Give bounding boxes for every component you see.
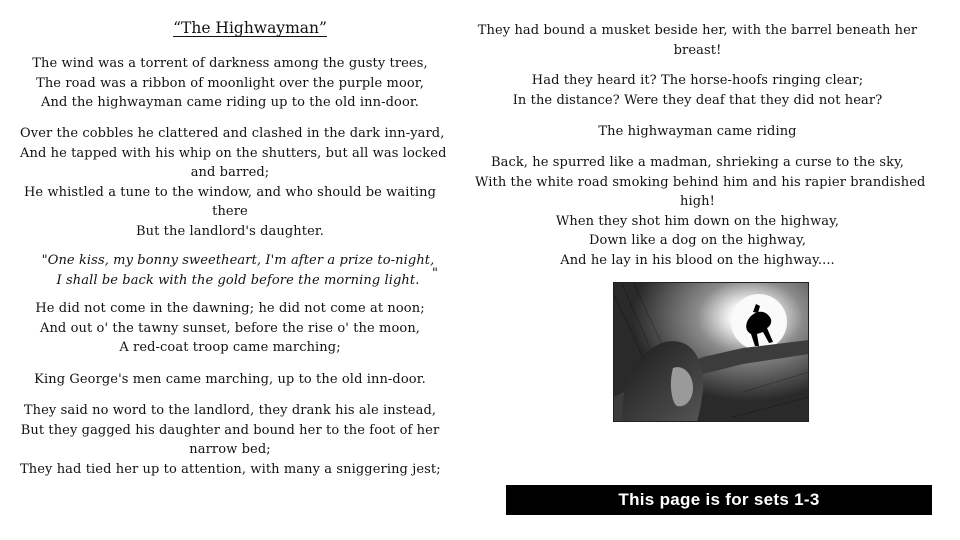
poem-line: King George's men came marching, up to the old inn-door. — [34, 372, 426, 387]
poem-line: In the distance? Were they deaf that they did not hear? — [512, 92, 883, 108]
sets-banner: This page is for sets 1-3 — [506, 485, 932, 515]
quote-line: "One kiss, my bonny sweetheart, I'm after a prize to-night, — [41, 253, 435, 268]
poem-line: They said no word to the landlord, they drank his ale instead, — [23, 403, 437, 418]
poem-line: And he tapped with his whip on the shutters, but all was locked — [20, 145, 447, 161]
right-stanza-4 — [475, 153, 926, 270]
poem-line: They had bound a musket beside her, with the barrel beneath her — [477, 23, 918, 38]
poem-line: The highwayman came riding — [598, 124, 797, 139]
poem-line: there — [212, 204, 248, 219]
poem-line: But they gagged his daughter and bound her to the foot of her — [20, 422, 440, 438]
poem-line: Down like a dog on the highway, — [588, 233, 807, 248]
poem-line: He did not come in the dawning; he did not come at noon; — [35, 301, 425, 316]
poem-line: breast! — [673, 42, 722, 58]
left-stanza-3 — [20, 299, 440, 358]
left-stanza-2 — [20, 124, 447, 241]
highwayman-moon-illustration — [613, 282, 809, 422]
poem-line: He whistled a tune to the window, and who should be waiting — [23, 184, 436, 200]
poem-line: The road was a ribbon of moonlight over the purple moor, — [36, 75, 424, 91]
poem-line: But the landlord's daughter. — [136, 223, 324, 239]
poem-line: And out o' the tawny sunset, before the rise o' the moon, — [39, 320, 421, 336]
right-stanza-1 — [475, 21, 920, 60]
poem-line: Had they heard it? The horse-hoofs ringing clear; — [531, 73, 864, 88]
right-stanza-2 — [475, 71, 920, 110]
quote-line: I shall be back with the gold before the morning light. — [56, 272, 420, 288]
quote-close-mark: " — [432, 266, 438, 281]
poem-line: With the white road smoking behind him and his rapier brandished — [475, 174, 926, 190]
poem-line: The wind was a torrent of darkness among the gusty trees, — [32, 56, 428, 71]
page-title: “The Highwayman” — [173, 19, 327, 37]
poem-line: narrow bed; — [189, 442, 271, 457]
left-stanza-1 — [20, 54, 440, 113]
poem-line: Over the cobbles he clattered and clashed in the dark inn-yard, — [20, 126, 445, 141]
poem-line: And he lay in his blood on the highway.... — [560, 252, 835, 268]
left-stanza-5 — [20, 401, 440, 479]
poem-line: They had tied her up to attention, with many a sniggering jest; — [20, 461, 441, 477]
poem-line: And the highwayman came riding up to the old inn-door. — [41, 95, 419, 110]
poem-line: and barred; — [190, 165, 270, 180]
quote-block — [38, 251, 438, 290]
poem-line: Back, he spurred like a madman, shrieking a curse to the sky, — [490, 155, 905, 170]
left-stanza-4 — [20, 370, 440, 390]
right-stanza-3 — [475, 122, 920, 142]
poem-line: When they shot him down on the highway, — [555, 213, 840, 229]
poem-line: high! — [680, 194, 715, 209]
poem-line: A red-coat troop came marching; — [119, 340, 341, 355]
